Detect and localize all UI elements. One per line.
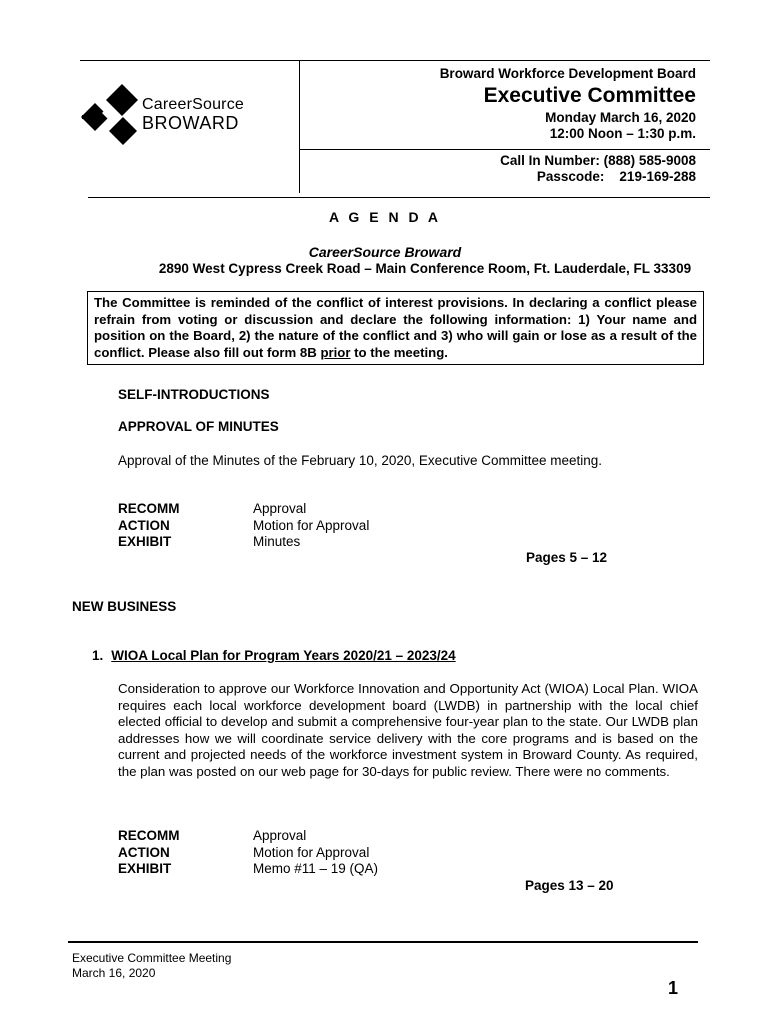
kv-value-exhibit: Minutes (253, 534, 301, 550)
kv-label-recomm: RECOMM (118, 828, 180, 843)
kv-value-action: Motion for Approval (253, 844, 370, 860)
venue-address: 2890 West Cypress Creek Road – Main Conference Room, Ft. Lauderdale, FL 33309 (158, 261, 692, 276)
self-introductions-heading: SELF-INTRODUCTIONS (118, 387, 270, 402)
notice-text-before: The Committee is reminded of the conflict of interest provisions. In declaring a conflict please refrain from voting or discussion and declare the following information: 1) Your name and position on the Board, 2) the nature of the conflict and 3) who will gain or lose as a result of the conflict. Please also fill out form 8B (94, 295, 697, 360)
approval-pages: Pages 5 – 12 (526, 550, 608, 565)
notice-underlined: prior (320, 344, 351, 360)
kv-value-action: Motion for Approval (253, 517, 370, 533)
approval-kv-labels (118, 501, 180, 551)
footer-rule (68, 941, 698, 943)
committee-title: Executive Committee (483, 84, 696, 107)
approval-of-minutes-heading: APPROVAL OF MINUTES (118, 419, 279, 434)
passcode: Passcode: 219-169-288 (536, 169, 696, 184)
logo-text-careersource: CareerSource (142, 96, 245, 113)
item-1-pages: Pages 13 – 20 (525, 878, 614, 893)
item-1-number: 1. (92, 648, 104, 663)
footer-meeting-name: Executive Committee Meeting (72, 951, 232, 965)
kv-label-exhibit: EXHIBIT (118, 861, 172, 877)
conflict-notice (87, 291, 704, 365)
venue-name: CareerSource Broward (308, 244, 462, 260)
careersource-logo (80, 84, 250, 146)
kv-value-recomm: Approval (253, 828, 307, 843)
item-1-kv-values (253, 828, 378, 878)
kv-label-exhibit: EXHIBIT (118, 534, 172, 550)
new-business-heading: NEW BUSINESS (72, 599, 177, 614)
item-1-title: WIOA Local Plan for Program Years 2020/21 – 2023/24 (111, 648, 456, 663)
org-name: Broward Workforce Development Board (439, 66, 696, 81)
header-top-rule (80, 60, 710, 61)
meeting-date: Monday March 16, 2020 (545, 110, 696, 125)
footer-text (72, 951, 231, 981)
kv-value-recomm: Approval (253, 501, 307, 516)
kv-label-action: ACTION (118, 517, 170, 533)
item-1-title-row (92, 648, 456, 663)
item-1-description: Consideration to approve our Workforce Innovation and Opportunity Act (WIOA) Local Plan. WIOA requires each local workforce development board (LWDB) in partnership with the local chief elected official to develop and submit a comprehensive four-year plan to the state. Our LWDB plan addresses how we will coordinate service delivery with the core programs and is based on the current and projected needs of the workforce investment system in Broward County. As required, the plan was posted on our web page for 30-days for public review. There were no comments. (118, 681, 698, 779)
kv-label-recomm: RECOMM (118, 501, 180, 516)
kv-value-exhibit: Memo #11 – 19 (QA) (253, 861, 379, 877)
footer-date: March 16, 2020 (72, 966, 156, 980)
header-divider (299, 61, 300, 193)
logo-text-broward: BROWARD (142, 113, 239, 133)
kv-label-action: ACTION (118, 844, 170, 860)
page-number: 1 (668, 978, 679, 998)
approval-description: Approval of the Minutes of the February 10, 2020, Executive Committee meeting. (118, 453, 603, 468)
item-1-kv-labels (118, 828, 180, 878)
agenda-title: A G E N D A (328, 209, 442, 225)
notice-text-after: to the meeting. (350, 344, 448, 360)
approval-kv-values (253, 501, 369, 551)
header-bottom-rule (88, 197, 710, 198)
meeting-time: 12:00 Noon – 1:30 p.m. (549, 126, 696, 141)
call-in-number: Call In Number: (888) 585-9008 (500, 153, 696, 168)
header-mid-rule (300, 149, 710, 150)
